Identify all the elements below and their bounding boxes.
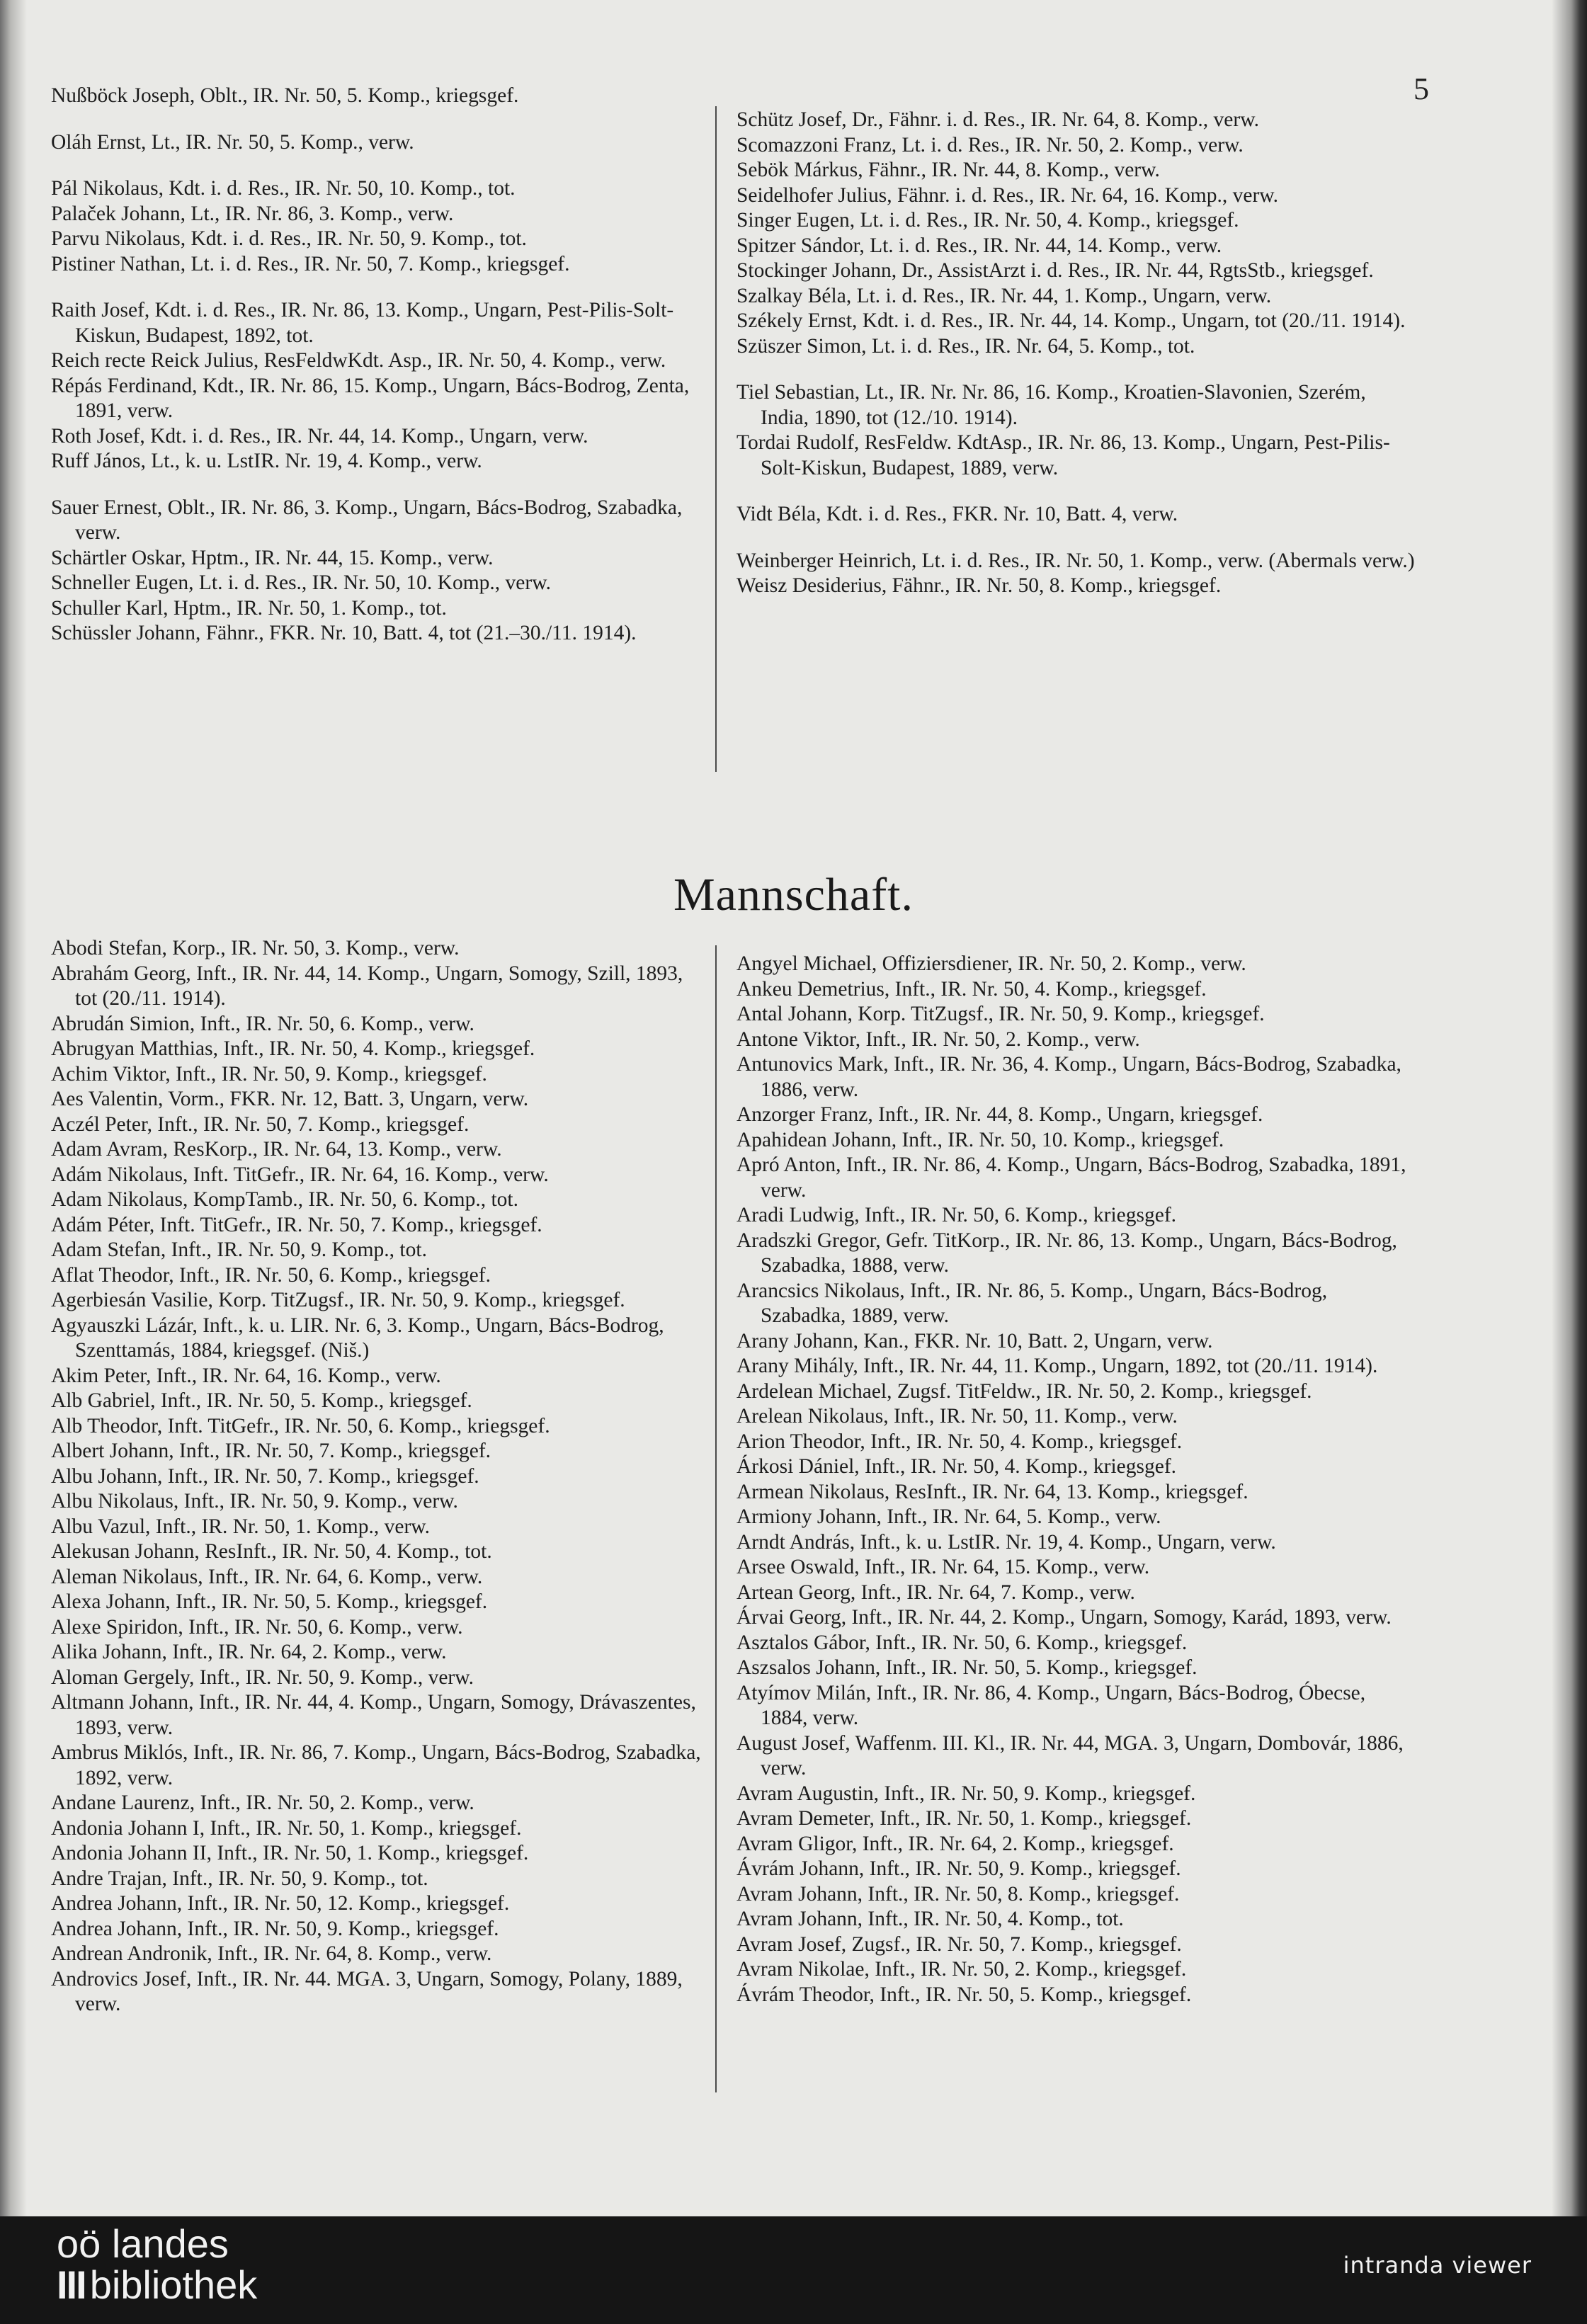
list-entry: Répás Ferdinand, Kdt., IR. Nr. 86, 15. Komp., Ungarn, Bács-Bodrog, Zenta, 1891, verw. <box>51 374 690 422</box>
list-entry: Abodi Stefan, Korp., IR. Nr. 50, 3. Komp., verw. <box>51 937 460 959</box>
list-entry: Adam Nikolaus, KompTamb., IR. Nr. 50, 6. Komp., tot. <box>51 1188 519 1211</box>
column-divider-top <box>715 106 717 772</box>
list-entry: Agyauszki Lázár, Inft., k. u. LIR. Nr. 6, 3. Komp., Ungarn, Bács-Bodrog, Szenttamás, 1884, kriegsgef. (Niš.) <box>51 1314 664 1362</box>
list-entry: Schärtler Oskar, Hptm., IR. Nr. 44, 15. Komp., verw. <box>51 546 494 569</box>
list-entry: Altmann Johann, Inft., IR. Nr. 44, 4. Komp., Ungarn, Somogy, Drávaszentes, 1893, verw. <box>51 1691 696 1739</box>
list-entry: Antunovics Mark, Inft., IR. Nr. 36, 4. Komp., Ungarn, Bács-Bodrog, Szabadka, 1886, verw. <box>736 1053 1401 1101</box>
list-entry: Arndt András, Inft., k. u. LstIR. Nr. 19, 4. Komp., Ungarn, verw. <box>736 1530 1276 1554</box>
list-entry: Ardelean Michael, Zugsf. TitFeldw., IR. Nr. 50, 2. Komp., kriegsgef. <box>736 1379 1312 1403</box>
list-entry: Weinberger Heinrich, Lt. i. d. Res., IR. Nr. 50, 1. Komp., verw. (Abermals verw.) <box>736 549 1415 572</box>
list-entry: Antone Viktor, Inft., IR. Nr. 50, 2. Komp., verw. <box>736 1027 1140 1051</box>
list-entry: Adam Stefan, Inft., IR. Nr. 50, 9. Komp., tot. <box>51 1238 427 1261</box>
list-entry: Alika Johann, Inft., IR. Nr. 64, 2. Komp., verw. <box>51 1641 447 1663</box>
list-entry: Atyímov Milán, Inft., IR. Nr. 86, 4. Komp., Ungarn, Bács-Bodrog, Óbecse, 1884, verw. <box>736 1681 1366 1729</box>
list-entry: Adám Nikolaus, Inft. TitGefr., IR. Nr. 64, 16. Komp., verw. <box>51 1163 549 1186</box>
list-entry: August Josef, Waffenm. III. Kl., IR. Nr. 44, MGA. 3, Ungarn, Dombovár, 1886, verw. <box>736 1731 1404 1779</box>
list-entry: Ankeu Demetrius, Inft., IR. Nr. 50, 4. Komp., kriegsgef. <box>736 977 1207 1001</box>
list-entry: Adám Péter, Inft. TitGefr., IR. Nr. 50, 7. Komp., kriegsgef. <box>51 1213 542 1236</box>
list-entry: Aflat Theodor, Inft., IR. Nr. 50, 6. Komp., kriegsgef. <box>51 1263 491 1287</box>
list-entry: Albu Vazul, Inft., IR. Nr. 50, 1. Komp., verw. <box>51 1515 431 1538</box>
list-entry: Albu Nikolaus, Inft., IR. Nr. 50, 9. Komp., verw. <box>51 1490 458 1513</box>
list-entry: Armean Nikolaus, ResInft., IR. Nr. 64, 13. Komp., kriegsgef. <box>736 1480 1248 1503</box>
list-entry: Schneller Eugen, Lt. i. d. Res., IR. Nr. 50, 10. Komp., verw. <box>51 571 551 594</box>
list-entry: Arany Mihály, Inft., IR. Nr. 44, 11. Komp., Ungarn, 1892, tot (20./11. 1914). <box>736 1355 1378 1377</box>
list-entry: Albert Johann, Inft., IR. Nr. 50, 7. Komp., kriegsgef. <box>51 1440 491 1462</box>
list-entry: Androvics Josef, Inft., IR. Nr. 44. MGA. 3, Ungarn, Somogy, Polany, 1889, verw. <box>51 1967 683 2015</box>
list-entry: Armiony Johann, Inft., IR. Nr. 64, 5. Komp., verw. <box>736 1505 1161 1528</box>
list-entry: Parvu Nikolaus, Kdt. i. d. Res., IR. Nr. 50, 9. Komp., tot. <box>51 227 527 250</box>
list-entry: Tordai Rudolf, ResFeldw. KdtAsp., IR. Nr. 86, 13. Komp., Ungarn, Pest-Pilis-Solt-Kiskun, Budapest, 1889, verw. <box>736 431 1390 479</box>
viewer-brand[interactable]: intranda viewer <box>1343 2252 1532 2279</box>
list-entry: Raith Josef, Kdt. i. d. Res., IR. Nr. 86, 13. Komp., Ungarn, Pest-Pilis-Solt-Kiskun, Budapest, 1892, tot. <box>51 299 674 347</box>
officers-list-left <box>51 84 703 646</box>
list-entry: Palaček Johann, Lt., IR. Nr. 86, 3. Komp., verw. <box>51 202 454 225</box>
list-entry: Angyel Michael, Offiziersdiener, IR. Nr. 50, 2. Komp., verw. <box>736 952 1246 975</box>
list-entry: Aradi Ludwig, Inft., IR. Nr. 50, 6. Komp., kriegsgef. <box>736 1204 1177 1226</box>
list-entry: Oláh Ernst, Lt., IR. Nr. 50, 5. Komp., verw. <box>51 130 414 154</box>
logo-line-2: bibliothek <box>89 2262 258 2307</box>
list-entry: Antal Johann, Korp. TitZugsf., IR. Nr. 50, 9. Komp., kriegsgef. <box>736 1003 1265 1025</box>
list-entry: Andrea Johann, Inft., IR. Nr. 50, 12. Komp., kriegsgef. <box>51 1892 510 1915</box>
list-entry: Andrean Andronik, Inft., IR. Nr. 64, 8. Komp., verw. <box>51 1942 492 1965</box>
list-entry: Aczél Peter, Inft., IR. Nr. 50, 7. Komp., kriegsgef. <box>51 1112 470 1136</box>
list-entry: Albu Johann, Inft., IR. Nr. 50, 7. Komp., kriegsgef. <box>51 1464 479 1488</box>
list-entry: Asztalos Gábor, Inft., IR. Nr. 50, 6. Komp., kriegsgef. <box>736 1631 1188 1654</box>
list-entry: Aleman Nikolaus, Inft., IR. Nr. 64, 6. Komp., verw. <box>51 1565 483 1588</box>
list-entry: Apahidean Johann, Inft., IR. Nr. 50, 10. Komp., kriegsgef. <box>736 1128 1224 1151</box>
list-entry: Arancsics Nikolaus, Inft., IR. Nr. 86, 5. Komp., Ungarn, Bács-Bodrog, Szabadka, 1889, verw. <box>736 1279 1328 1327</box>
list-entry: Arion Theodor, Inft., IR. Nr. 50, 4. Komp., kriegsgef. <box>736 1430 1183 1453</box>
list-entry: Pál Nikolaus, Kdt. i. d. Res., IR. Nr. 50, 10. Komp., tot. <box>51 177 516 200</box>
list-entry: Alexe Spiridon, Inft., IR. Nr. 50, 6. Komp., verw. <box>51 1615 463 1639</box>
list-entry: Avram Johann, Inft., IR. Nr. 50, 8. Komp., kriegsgef. <box>736 1882 1180 1906</box>
list-entry: Schüssler Johann, Fähnr., FKR. Nr. 10, Batt. 4, tot (21.–30./11. 1914). <box>51 622 637 644</box>
list-entry: Székely Ernst, Kdt. i. d. Res., IR. Nr. 44, 14. Komp., Ungarn, tot (20./11. 1914). <box>736 309 1406 332</box>
list-entry: Ávrám Theodor, Inft., IR. Nr. 50, 5. Komp., kriegsgef. <box>736 1983 1192 2006</box>
list-entry: Sauer Ernest, Oblt., IR. Nr. 86, 3. Komp., Ungarn, Bács-Bodrog, Szabadka, verw. <box>51 496 683 544</box>
men-list-right <box>736 952 1416 2007</box>
list-entry: Schuller Karl, Hptm., IR. Nr. 50, 1. Komp., tot. <box>51 596 447 620</box>
list-entry: Avram Gligor, Inft., IR. Nr. 64, 2. Komp., kriegsgef. <box>736 1832 1174 1855</box>
page-gutter-shadow <box>0 0 27 2216</box>
list-entry: Apró Anton, Inft., IR. Nr. 86, 4. Komp., Ungarn, Bács-Bodrog, Szabadka, 1891, verw. <box>736 1154 1406 1202</box>
logo-line-1: oö landes <box>57 2221 229 2266</box>
list-entry: Schütz Josef, Dr., Fähnr. i. d. Res., IR. Nr. 64, 8. Komp., verw. <box>736 108 1259 131</box>
list-entry: Vidt Béla, Kdt. i. d. Res., FKR. Nr. 10, Batt. 4, verw. <box>736 503 1178 525</box>
list-entry: Scomazzoni Franz, Lt. i. d. Res., IR. Nr. 50, 2. Komp., verw. <box>736 133 1244 156</box>
men-list-left <box>51 936 703 2017</box>
list-entry: Artean Georg, Inft., IR. Nr. 64, 7. Komp., verw. <box>736 1580 1135 1604</box>
list-entry: Alexa Johann, Inft., IR. Nr. 50, 5. Komp., kriegsgef. <box>51 1590 488 1613</box>
list-entry: Alb Theodor, Inft. TitGefr., IR. Nr. 50, 6. Komp., kriegsgef. <box>51 1414 550 1437</box>
list-entry: Avram Nikolae, Inft., IR. Nr. 50, 2. Komp., kriegsgef. <box>736 1958 1187 1981</box>
list-entry: Abrudán Simion, Inft., IR. Nr. 50, 6. Komp., verw. <box>51 1012 474 1035</box>
list-entry: Andonia Johann II, Inft., IR. Nr. 50, 1. Komp., kriegsgef. <box>51 1842 529 1864</box>
list-entry: Aes Valentin, Vorm., FKR. Nr. 12, Batt. 3, Ungarn, verw. <box>51 1088 529 1110</box>
list-entry: Alb Gabriel, Inft., IR. Nr. 50, 5. Komp., kriegsgef. <box>51 1389 472 1412</box>
list-entry: Stockinger Johann, Dr., AssistArzt i. d. Res., IR. Nr. 44, RgtsStb., kriegsgef. <box>736 259 1374 282</box>
section-title: Mannschaft. <box>673 869 914 921</box>
list-entry: Árkosi Dániel, Inft., IR. Nr. 50, 4. Komp., kriegsgef. <box>736 1455 1177 1478</box>
list-entry: Spitzer Sándor, Lt. i. d. Res., IR. Nr. 44, 14. Komp., verw. <box>736 234 1222 257</box>
list-entry: Nußböck Joseph, Oblt., IR. Nr. 50, 5. Komp., kriegsgef. <box>51 84 519 107</box>
list-entry: Agerbiesán Vasilie, Korp. TitZugsf., IR. Nr. 50, 9. Komp., kriegsgef. <box>51 1289 625 1311</box>
list-entry: Aradszki Gregor, Gefr. TitKorp., IR. Nr. 86, 13. Komp., Ungarn, Bács-Bodrog, Szabadka, 1888, verw. <box>736 1229 1397 1277</box>
page-edge-shadow <box>1552 0 1587 2216</box>
list-entry: Achim Viktor, Inft., IR. Nr. 50, 9. Komp., kriegsgef. <box>51 1062 487 1086</box>
officers-list-right <box>736 108 1416 599</box>
list-entry: Seidelhofer Julius, Fähnr. i. d. Res., IR. Nr. 64, 16. Komp., verw. <box>736 183 1279 207</box>
list-entry: Andre Trajan, Inft., IR. Nr. 50, 9. Komp., tot. <box>51 1867 428 1890</box>
list-entry: Avram Johann, Inft., IR. Nr. 50, 4. Komp., tot. <box>736 1908 1124 1930</box>
column-divider-bottom <box>715 945 717 2092</box>
list-entry: Singer Eugen, Lt. i. d. Res., IR. Nr. 50, 4. Komp., kriegsgef. <box>736 209 1239 232</box>
list-entry: Ruff János, Lt., k. u. LstIR. Nr. 19, 4. Komp., verw. <box>51 450 482 472</box>
list-entry: Reich recte Reick Julius, ResFeldwKdt. Asp., IR. Nr. 50, 4. Komp., verw. <box>51 349 666 372</box>
list-entry: Szüszer Simon, Lt. i. d. Res., IR. Nr. 64, 5. Komp., tot. <box>736 334 1195 358</box>
page-number: 5 <box>1413 72 1429 106</box>
list-entry: Alekusan Johann, ResInft., IR. Nr. 50, 4. Komp., tot. <box>51 1540 492 1563</box>
list-entry: Sebök Márkus, Fähnr., IR. Nr. 44, 8. Komp., verw. <box>736 159 1160 181</box>
list-entry: Abrahám Georg, Inft., IR. Nr. 44, 14. Komp., Ungarn, Somogy, Szill, 1893, tot (20./11. 1914). <box>51 962 683 1010</box>
list-entry: Arsee Oswald, Inft., IR. Nr. 64, 15. Komp., verw. <box>736 1556 1150 1578</box>
list-entry: Avram Augustin, Inft., IR. Nr. 50, 9. Komp., kriegsgef. <box>736 1782 1196 1805</box>
list-entry: Andonia Johann I, Inft., IR. Nr. 50, 1. Komp., kriegsgef. <box>51 1816 522 1840</box>
list-entry: Aloman Gergely, Inft., IR. Nr. 50, 9. Komp., verw. <box>51 1665 474 1689</box>
list-entry: Szalkay Béla, Lt. i. d. Res., IR. Nr. 44, 1. Komp., Ungarn, verw. <box>736 284 1272 307</box>
list-entry: Árvai Georg, Inft., IR. Nr. 44, 2. Komp., Ungarn, Somogy, Karád, 1893, verw. <box>736 1606 1392 1629</box>
list-entry: Anzorger Franz, Inft., IR. Nr. 44, 8. Komp., Ungarn, kriegsgef. <box>736 1103 1263 1126</box>
list-entry: Adam Avram, ResKorp., IR. Nr. 64, 13. Komp., verw. <box>51 1138 502 1161</box>
list-entry: Aszsalos Johann, Inft., IR. Nr. 50, 5. Komp., kriegsgef. <box>736 1656 1198 1679</box>
list-entry: Ávrám Johann, Inft., IR. Nr. 50, 9. Komp., kriegsgef. <box>736 1857 1181 1880</box>
list-entry: Andrea Johann, Inft., IR. Nr. 50, 9. Komp., kriegsgef. <box>51 1917 499 1940</box>
list-entry: Pistiner Nathan, Lt. i. d. Res., IR. Nr. 50, 7. Komp., kriegsgef. <box>51 252 570 275</box>
library-logo[interactable] <box>57 2223 257 2306</box>
list-entry: Tiel Sebastian, Lt., IR. Nr. Nr. 86, 16. Komp., Kroatien-Slavonien, Szerém, India, 1890, tot (12./10. 1914). <box>736 381 1366 429</box>
list-entry: Roth Josef, Kdt. i. d. Res., IR. Nr. 44, 14. Komp., Ungarn, verw. <box>51 424 588 448</box>
list-entry: Ambrus Miklós, Inft., IR. Nr. 86, 7. Komp., Ungarn, Bács-Bodrog, Szabadka, 1892, verw. <box>51 1741 701 1789</box>
list-entry: Arany Johann, Kan., FKR. Nr. 10, Batt. 2, Ungarn, verw. <box>736 1329 1213 1352</box>
list-entry: Arelean Nikolaus, Inft., IR. Nr. 50, 11. Komp., verw. <box>736 1405 1178 1428</box>
list-entry: Avram Demeter, Inft., IR. Nr. 50, 1. Komp., kriegsgef. <box>736 1807 1192 1830</box>
list-entry: Avram Josef, Zugsf., IR. Nr. 50, 7. Komp., kriegsgef. <box>736 1932 1182 1956</box>
list-entry: Andane Laurenz, Inft., IR. Nr. 50, 2. Komp., verw. <box>51 1792 474 1814</box>
list-entry: Weisz Desiderius, Fähnr., IR. Nr. 50, 8. Komp., kriegsgef. <box>736 574 1222 597</box>
list-entry: Akim Peter, Inft., IR. Nr. 64, 16. Komp., verw. <box>51 1364 441 1387</box>
logo-bars: III <box>57 2262 86 2307</box>
list-entry: Abrugyan Matthias, Inft., IR. Nr. 50, 4. Komp., kriegsgef. <box>51 1037 535 1060</box>
